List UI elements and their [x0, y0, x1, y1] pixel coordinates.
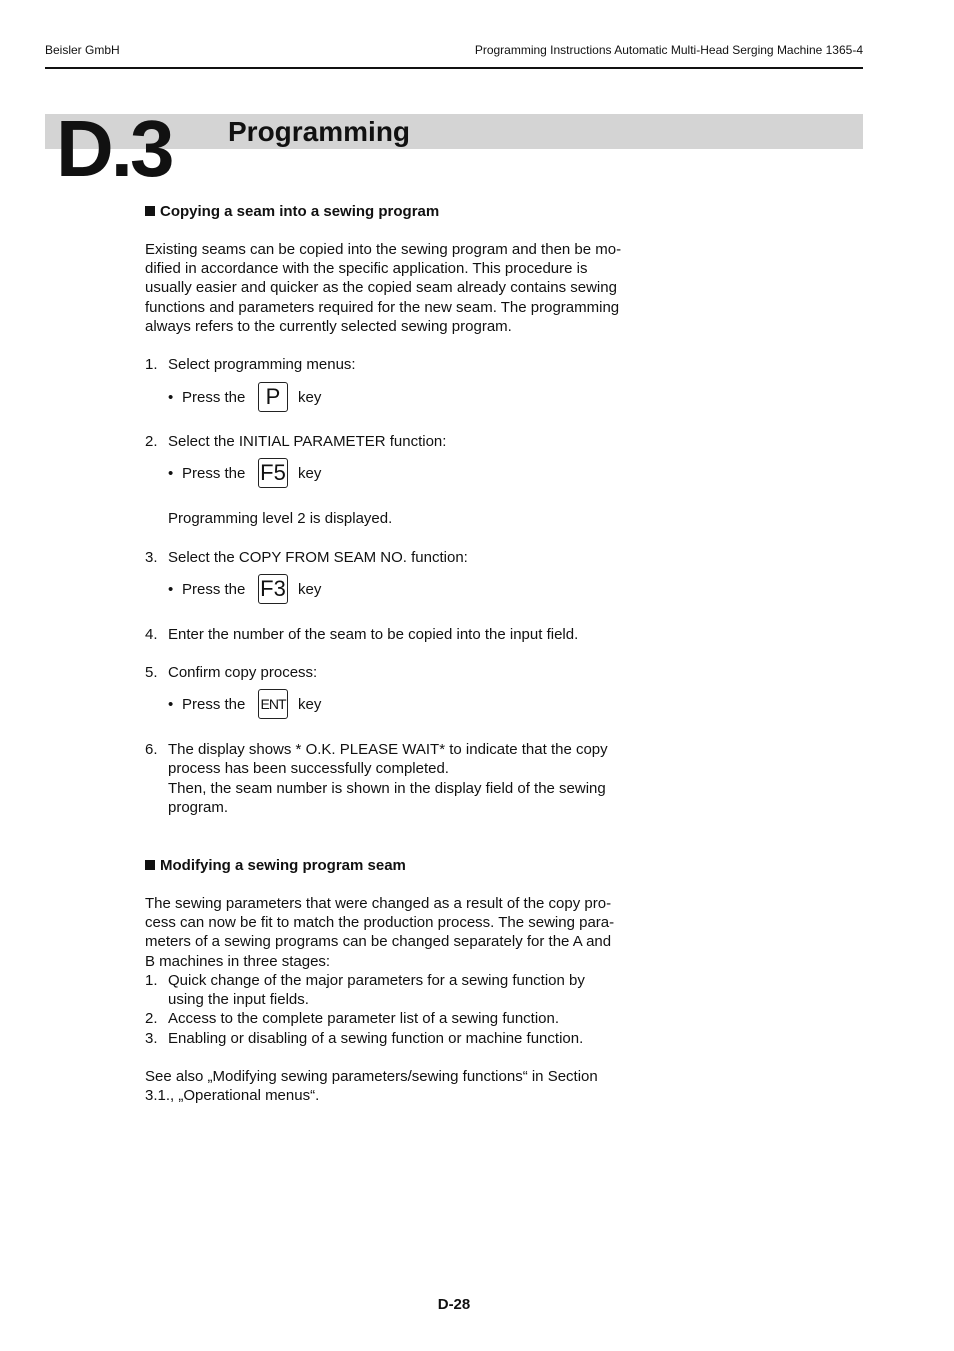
- step-number: 5.: [145, 664, 158, 681]
- subheading-copy-text: Copying a seam into a sewing program: [160, 203, 440, 220]
- step-text: Select the COPY FROM SEAM NO. function:: [168, 549, 468, 566]
- step-number: 2.: [145, 433, 158, 450]
- key-word: key: [298, 696, 322, 713]
- header-company: Beisler GmbH: [45, 43, 120, 57]
- modify-intro-line: cess can now be fit to match the production process. The sewing para-: [145, 914, 615, 931]
- step-text: Select programming menus:: [168, 356, 356, 373]
- key-word: key: [298, 581, 322, 598]
- step-text: Select the INITIAL PARAMETER function:: [168, 433, 447, 450]
- list-item-line: using the input fields.: [168, 991, 309, 1008]
- list-item-line: Enabling or disabling of a sewing function or machine function.: [168, 1030, 584, 1047]
- copy-intro-line: always refers to the currently selected sewing program.: [145, 318, 512, 335]
- copy-intro-line: functions and parameters required for the new seam. The programming: [145, 299, 620, 316]
- key-p-icon: P: [258, 382, 288, 412]
- square-bullet-icon: [145, 206, 155, 216]
- press-the-text: Press the: [182, 389, 246, 406]
- list-item-line: Access to the complete parameter list of a sewing function.: [168, 1010, 560, 1027]
- list-number: 2.: [145, 1010, 158, 1027]
- key-f3-icon: F3: [258, 574, 288, 604]
- square-bullet-icon: [145, 860, 155, 870]
- subheading-modify: [145, 856, 406, 876]
- step-text: Enter the number of the seam to be copied into the input field.: [168, 626, 579, 643]
- step-number: 6.: [145, 741, 158, 758]
- see-also-line: 3.1., „Operational menus“.: [145, 1087, 320, 1104]
- step-text-line: The display shows * O.K. PLEASE WAIT* to indicate that the copy: [168, 741, 608, 758]
- step-note: Programming level 2 is displayed.: [168, 510, 393, 527]
- step-text-line: Then, the seam number is shown in the display field of the sewing: [168, 780, 606, 797]
- subheading-copy: [145, 202, 439, 222]
- step-text-line: program.: [168, 799, 229, 816]
- subheading-modify-text: Modifying a sewing program seam: [160, 857, 406, 874]
- header-rule: [45, 67, 863, 69]
- bullet-dot: •: [168, 696, 174, 713]
- list-item-line: Quick change of the major parameters for a sewing function by: [168, 972, 585, 989]
- step-number: 1.: [145, 356, 158, 373]
- modify-intro-line: The sewing parameters that were changed as a result of the copy pro-: [145, 895, 612, 912]
- section-number: D.3: [56, 104, 172, 193]
- key-f5-icon: F5: [258, 458, 288, 488]
- copy-intro-line: dified in accordance with the specific application. This procedure is: [145, 260, 588, 277]
- bullet-dot: •: [168, 389, 174, 406]
- copy-intro-line: Existing seams can be copied into the sewing program and then be mo-: [145, 241, 622, 258]
- modify-intro-line: meters of a sewing programs can be changed separately for the A and: [145, 933, 612, 950]
- press-the-text: Press the: [182, 465, 246, 482]
- step-text-line: process has been successfully completed.: [168, 760, 449, 777]
- list-number: 3.: [145, 1030, 158, 1047]
- step-text: Confirm copy process:: [168, 664, 318, 681]
- header-doc-title: Programming Instructions Automatic Multi-Head Serging Machine 1365-4: [474, 43, 863, 57]
- step-number: 3.: [145, 549, 158, 566]
- copy-intro-line: usually easier and quicker as the copied seam already contains sewing: [145, 279, 617, 296]
- bullet-dot: •: [168, 465, 174, 482]
- key-word: key: [298, 465, 322, 482]
- page-number: D-28: [437, 1296, 471, 1313]
- list-number: 1.: [145, 972, 158, 989]
- key-ent-icon: ENT: [258, 689, 288, 719]
- bullet-dot: •: [168, 581, 174, 598]
- key-word: key: [298, 389, 322, 406]
- press-the-text: Press the: [182, 696, 246, 713]
- step-number: 4.: [145, 626, 158, 643]
- modify-intro-line: B machines in three stages:: [145, 953, 331, 970]
- press-the-text: Press the: [182, 581, 246, 598]
- page-title: Programming: [228, 116, 411, 147]
- see-also-line: See also „Modifying sewing parameters/sewing functions“ in Section: [145, 1068, 598, 1085]
